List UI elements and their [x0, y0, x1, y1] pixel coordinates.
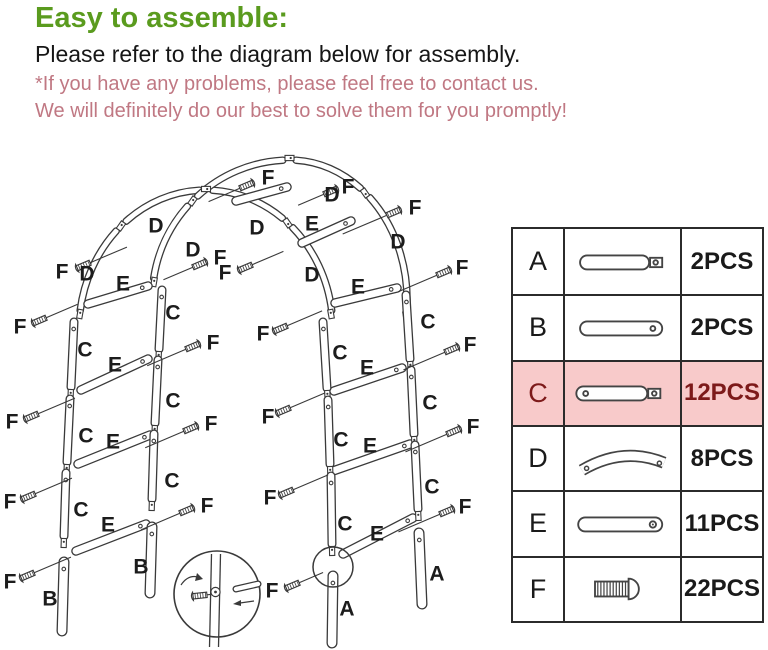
tube-hole	[405, 300, 409, 304]
tube-hole	[279, 187, 283, 191]
part-label-F: F	[200, 494, 214, 518]
part-label-C: C	[424, 475, 440, 499]
tube-hole	[403, 444, 407, 448]
part-label-F: F	[261, 405, 275, 429]
connector-pin	[188, 196, 197, 206]
parts-row-qty-B: 2PCS	[680, 294, 762, 359]
part-label-F: F	[3, 570, 17, 594]
part-label-D: D	[249, 216, 265, 240]
tube-hole	[143, 435, 147, 439]
part-label-E: E	[362, 434, 378, 458]
tube-hole	[68, 404, 72, 408]
part-label-E: E	[100, 513, 116, 537]
tube-hole	[160, 295, 164, 299]
parts-row-icon-tube-connector-end	[563, 229, 680, 294]
header	[35, 2, 735, 127]
parts-row-letter-E: E	[513, 490, 563, 555]
note-line-1: *If you have any problems, please feel free to contact us.	[35, 73, 539, 95]
connector-pin	[360, 188, 369, 198]
part-label-C: C	[337, 512, 353, 536]
part-label-F: F	[263, 486, 277, 510]
tube-hole	[326, 405, 330, 409]
tube-hole	[410, 375, 414, 379]
part-label-A: A	[339, 597, 355, 621]
part-label-C: C	[78, 424, 94, 448]
part-label-F: F	[5, 410, 19, 434]
part-label-D: D	[304, 263, 320, 287]
screw-icon	[236, 248, 285, 275]
tube-hole	[331, 581, 335, 585]
part-label-E: E	[359, 356, 375, 380]
part-label-E: E	[350, 275, 366, 299]
connector-pin	[149, 501, 154, 510]
part-label-C: C	[420, 310, 436, 334]
parts-row-letter-A: A	[528, 246, 547, 277]
tube-hole	[152, 439, 156, 443]
part-label-D: D	[185, 238, 201, 262]
part-label-B: B	[42, 587, 58, 611]
part-b-tube-icon	[567, 299, 679, 357]
tube-hole	[140, 286, 144, 290]
connector-pin	[285, 155, 294, 160]
tube-hole	[329, 481, 333, 485]
connector-pin	[61, 538, 66, 547]
assembly-detail-inset	[174, 551, 260, 647]
parts-row-letter-C: C	[513, 360, 563, 425]
part-label-F: F	[408, 196, 422, 220]
part-label-C: C	[333, 428, 349, 452]
part-label-F: F	[256, 322, 270, 346]
part-label-F: F	[463, 333, 477, 357]
page-title: Easy to assemble:	[35, 2, 289, 34]
part-a-tube-icon	[567, 233, 679, 291]
part-label-F: F	[261, 166, 275, 190]
tube-hole	[414, 450, 418, 454]
assembly-diagram	[0, 150, 510, 650]
parts-row-letter-F: F	[513, 556, 563, 621]
parts-row-qty-D: 8PCS	[680, 425, 762, 490]
part-label-E: E	[107, 353, 123, 377]
tube-hole	[150, 532, 154, 536]
parts-row-icon-screw	[563, 556, 680, 621]
connector-pin	[283, 218, 292, 228]
part-label-F: F	[206, 331, 220, 355]
tube-hole	[322, 327, 326, 331]
part-label-F: F	[3, 490, 17, 514]
tube-hole	[417, 538, 421, 542]
tube-hole	[72, 327, 76, 331]
parts-row-letter-B: B	[513, 294, 563, 359]
part-label-D: D	[390, 230, 406, 254]
parts-row-qty-A: 2PCS	[680, 229, 762, 294]
connector-pin	[328, 309, 335, 319]
connector-pin	[116, 221, 125, 231]
part-label-E: E	[115, 272, 131, 296]
part-label-E: E	[369, 522, 385, 546]
tube-hole	[139, 524, 143, 528]
part-c-tube-icon	[567, 364, 679, 422]
parts-row-icon-tube-hole-end	[563, 294, 680, 359]
parts-row-qty-E: 11PCS	[680, 490, 762, 555]
tube-hole	[62, 567, 66, 571]
tube-hole	[395, 368, 399, 372]
part-label-F: F	[458, 495, 472, 519]
connector-pin	[416, 511, 422, 520]
tube-hole	[389, 288, 393, 292]
part-e-tube-icon	[567, 495, 679, 553]
tube-hole	[156, 365, 160, 369]
connector-pin	[77, 309, 84, 319]
parts-row-icon-tube-hole-and-connector	[563, 360, 680, 425]
part-label-C: C	[164, 469, 180, 493]
parts-row-icon-tube-hole-right	[563, 490, 680, 555]
screw-icon	[274, 389, 327, 418]
part-d-curve-icon	[567, 430, 679, 488]
part-label-F: F	[341, 175, 355, 199]
part-label-F: F	[13, 315, 27, 339]
part-f-screw-icon	[567, 560, 679, 618]
part-label-C: C	[422, 391, 438, 415]
part-label-D: D	[148, 214, 164, 238]
part-label-F: F	[218, 261, 232, 285]
part-label-F: F	[204, 412, 218, 436]
parts-row-icon-curved-tube	[563, 425, 680, 490]
part-label-F: F	[466, 415, 480, 439]
part-label-F: F	[265, 579, 279, 603]
part-label-C: C	[332, 341, 348, 365]
part-label-C: C	[73, 498, 89, 522]
part-label-D: D	[79, 262, 95, 286]
parts-row-letter-D: D	[513, 425, 563, 490]
part-label-F: F	[455, 256, 469, 280]
parts-list-table	[511, 227, 764, 623]
part-label-F: F	[213, 246, 227, 270]
parts-row-qty-C: 12PCS	[680, 360, 762, 425]
note-line-2: We will definitely do our best to solve them for you promptly!	[35, 100, 568, 122]
screw-icon	[271, 307, 324, 336]
screw-icon	[277, 471, 330, 500]
tube-hole	[406, 519, 410, 523]
part-label-C: C	[165, 301, 181, 325]
connector-pin	[202, 186, 211, 191]
part-label-C: C	[165, 389, 181, 413]
part-label-E: E	[105, 430, 121, 454]
part-label-D: D	[324, 183, 340, 207]
part-label-F: F	[55, 260, 69, 284]
tube-hole	[141, 360, 145, 364]
part-label-E: E	[304, 212, 320, 236]
part-label-B: B	[133, 555, 149, 579]
subtitle: Please refer to the diagram below for assembly.	[35, 41, 521, 67]
part-label-C: C	[77, 338, 93, 362]
parts-row-qty-F: 22PCS	[680, 556, 762, 621]
part-label-A: A	[429, 562, 445, 586]
tube-hole	[344, 222, 348, 226]
